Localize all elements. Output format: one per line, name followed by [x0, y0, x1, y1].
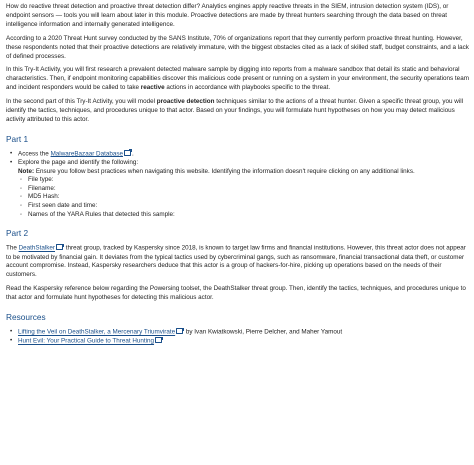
sublist-item-md5: ◦ MD5 Hash:	[28, 193, 469, 202]
intro-p4-text-b: techniques similar to the actions of a threat hunter. Given a specific threat group, you will identify the tactics, techniques, and procedures unique to that actor. Based on your findings, you will formulate hunt hypotheses on how you may detect malicious activity attributed to this actor.	[6, 98, 463, 123]
intro-paragraph-2: According to a 2020 Threat Hunt survey conducted by the SANS Institute, 70% of organizations report that they currently perform proactive threat hunting. However, these respondents noted that their proactive detections are relatively immature, with the biggest obstacles cited as a lack of skilled staff, budget constraints, and a lack of defined processes.	[6, 34, 469, 60]
part1-explore-item	[18, 159, 469, 219]
intro-p4-bold: proactive detection	[156, 98, 215, 106]
part2-paragraph-1	[6, 244, 469, 280]
resources-heading: Resources	[6, 312, 46, 323]
part2-heading: Part 2	[6, 228, 29, 239]
external-link-icon[interactable]	[56, 244, 63, 250]
part2-paragraph-2: Read the Kaspersky reference below regarding the Powersing toolset, the DeathStalker threat group. Then, identify the tactics, techniques, and procedures unique to that actor and formulate hunt hypotheses for detecting this malicious actor.	[6, 285, 466, 302]
intro-paragraph-1: How do reactive threat detection and proactive threat detection differ? Analytics engines apply reactive threats in the SIEM, intrusion detection system (IDS), or endpoint sensors — tools you will learn about later in this module. Proactive detections are made by threat hunters searching through the data based on threat intelligence information and internally generated intelligence.	[6, 3, 449, 28]
note-label: Note:	[18, 167, 35, 175]
resources-list	[6, 328, 469, 346]
hunt-evil-link[interactable]: Hunt Evil: Your Practical Guide to Threat Hunting	[18, 337, 155, 345]
external-link-icon[interactable]	[155, 337, 162, 343]
external-link-icon[interactable]	[124, 150, 131, 156]
intro-p3-bold: reactive	[140, 84, 165, 92]
malwarebazaar-link[interactable]: MalwareBazaar Database	[50, 150, 124, 158]
sublist-item-first-seen: ◦ First seen date and time:	[28, 202, 469, 211]
part2-p1-text-b: threat group, tracked by Kaspersky since 2018, is known to target law firms and financial institutions. However, this threat actor does not appear to be motivated by financial gain. It deviates from the typical tactics used by cybercriminal gangs, such as ransomware, financial transactional data theft, or customer account compromise. Instead, Kaspersky researchers deduce that this actor is a group of hackers-for-hire, picking up operations based on the needs of their customers.	[6, 244, 466, 279]
resource-item-1	[18, 328, 469, 337]
sublist-item-yara: ◦ Names of the YARA Rules that detected this sample:	[28, 211, 469, 220]
intro-paragraph-4	[6, 98, 469, 125]
explore-text: Explore the page and identify the following:	[18, 158, 139, 166]
sublist-item-filename: ◦ Filename:	[28, 185, 469, 194]
part1-access-item	[18, 150, 469, 159]
intro-paragraph-3	[6, 66, 469, 93]
deathstalker-veil-link[interactable]: Lifting the Veil on DeathStalker, a Mercenary Triumvirate	[18, 328, 176, 336]
intro-p3-text-b: actions in accordance with playbooks specific to the threat.	[164, 84, 331, 92]
intro-p3-text-a: In this Try-It Activity, you will first research a prevalent detected malware sample by digging into reports from a malware sandbox that detail its static and behavioral characteristics. Then, if endpoint monitoring capabilities discover this malicious code present or running on a system in your environment, the security operations team and incident responders would be called to take	[6, 66, 469, 92]
deathstalker-link[interactable]: DeathStalker	[18, 244, 56, 252]
access-period: .	[132, 150, 134, 158]
access-text: Access the	[18, 150, 51, 158]
external-link-icon[interactable]	[176, 328, 183, 334]
intro-p4-text-a: In the second part of this Try-It Activity, you will model	[6, 98, 157, 106]
part1-heading: Part 1	[6, 133, 29, 144]
part1-sublist	[18, 176, 469, 219]
resource-1-authors: by Ivan Kwiatkowski, Pierre Delcher, and Maher Yamout	[184, 328, 343, 336]
resource-item-2	[18, 337, 469, 346]
part2-p1-text-a: The	[6, 244, 19, 252]
part1-list	[6, 150, 469, 219]
note-text: Ensure you follow best practices when navigating this website. Identifying the information doesn't require clicking on any additional links.	[34, 167, 415, 175]
sublist-item-file-type: ◦ File type:	[28, 176, 469, 185]
